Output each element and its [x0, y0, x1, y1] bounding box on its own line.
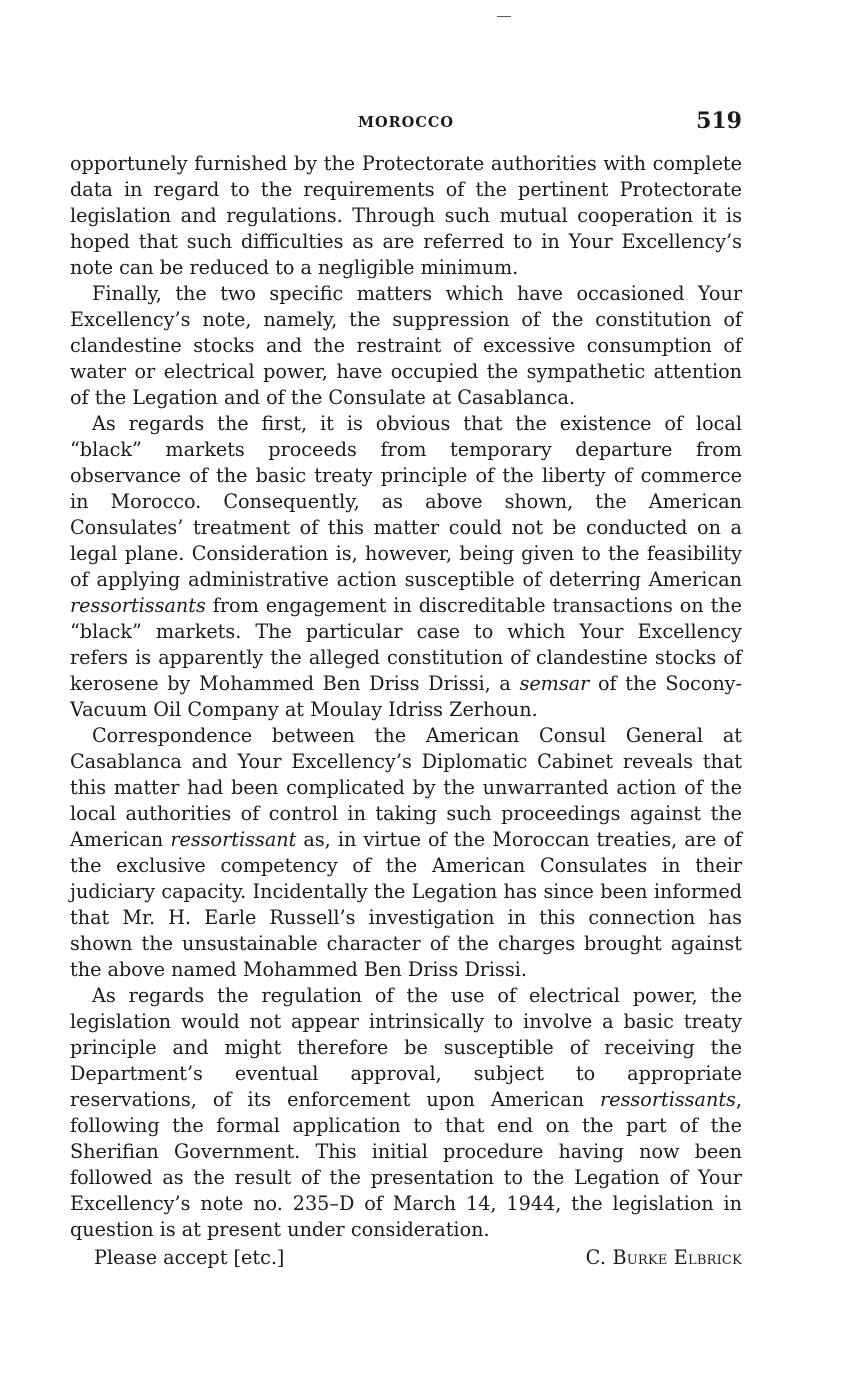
- paragraph: [70, 411, 742, 723]
- paragraph: [70, 151, 742, 281]
- text-segment: as, in virtue of the Moroccan treaties, are of the exclusive competency of the American Consulates in their judiciary capacity. Incidentally the Legation has since been informed that Mr. H. Earle Russell’s investigation in this connection has shown the unsustainable character of the charges brought against the above named Mohammed Ben Driss Drissi.: [70, 828, 743, 981]
- italic-term: ressortissant: [170, 828, 297, 851]
- text-segment: Correspondence between the American Consul General at Casablanca and Your Excellency’s Diplomatic Cabinet reveals that this matter had been complicated by the unwarranted action of the local authorities of control in taking such proceedings against the American: [70, 724, 742, 851]
- paragraph: [70, 723, 742, 983]
- body-text: [70, 151, 742, 1271]
- page-number: 519: [696, 108, 742, 134]
- text-segment: As regards the regulation of the use of electrical power, the legislation would not appear intrinsically to involve a basic treaty principle and might therefore be susceptible of receiving the Department’s eventual approval, subject to appropriate reservations, of its enforcement upon American: [70, 984, 742, 1111]
- text-segment: Finally, the two specific matters which have occasioned Your Excellency’s note, namely, the suppression of the constitution of clandestine stocks and the restraint of excessive consumption of water or electrical power, have occupied the sympathetic attention of the Legation and of the Consulate at Casablanca.: [70, 282, 742, 409]
- running-head: [70, 108, 742, 138]
- signature: C. Burke Elbrick: [585, 1246, 742, 1269]
- paragraph: [70, 983, 742, 1243]
- paragraph: [70, 281, 742, 411]
- italic-term: ressortissants: [600, 1088, 736, 1111]
- top-margin-mark: [497, 16, 511, 17]
- text-segment: As regards the first, it is obvious that the existence of local “black” markets proceeds from temporary departure from observance of the basic treaty principle of the liberty of commerce in Morocco. Consequently, as above shown, the American Consulates’ treatment of this matter could not be conducted on a legal plane. Consideration is, however, being given to the feasibility of applying administrative action susceptible of deterring American: [70, 412, 742, 591]
- italic-term: semsar: [519, 672, 590, 695]
- text-segment: opportunely furnished by the Protectorate authorities with complete data in regard to the requirements of the pertinent Protectorate legislation and regulations. Through such mutual cooperation it is hoped that such difficulties as are referred to in Your Excellency’s note can be reduced to a negligible minimum.: [70, 152, 742, 279]
- text-segment: of the Socony-Vacuum Oil Company at Moulay Idriss Zerhoun.: [70, 672, 743, 721]
- text-segment: , following the formal application to that end on the part of the Sherifian Government. This initial procedure having now been followed as the result of the presentation to the Legation of Your Excellency’s note no. 235–D of March 14, 1944, the legislation in question is at present under consideration.: [70, 1088, 742, 1241]
- italic-term: ressortissants: [70, 594, 206, 617]
- closing: [70, 1245, 742, 1271]
- closing-salutation: Please accept [etc.]: [94, 1246, 285, 1269]
- running-title: MOROCCO: [357, 114, 455, 131]
- text-segment: from engagement in discreditable transactions on the “black” markets. The particular case to which Your Excellency refers is apparently the alleged constitution of clandestine stocks of kerosene by Mohammed Ben Driss Drissi, a: [70, 594, 742, 695]
